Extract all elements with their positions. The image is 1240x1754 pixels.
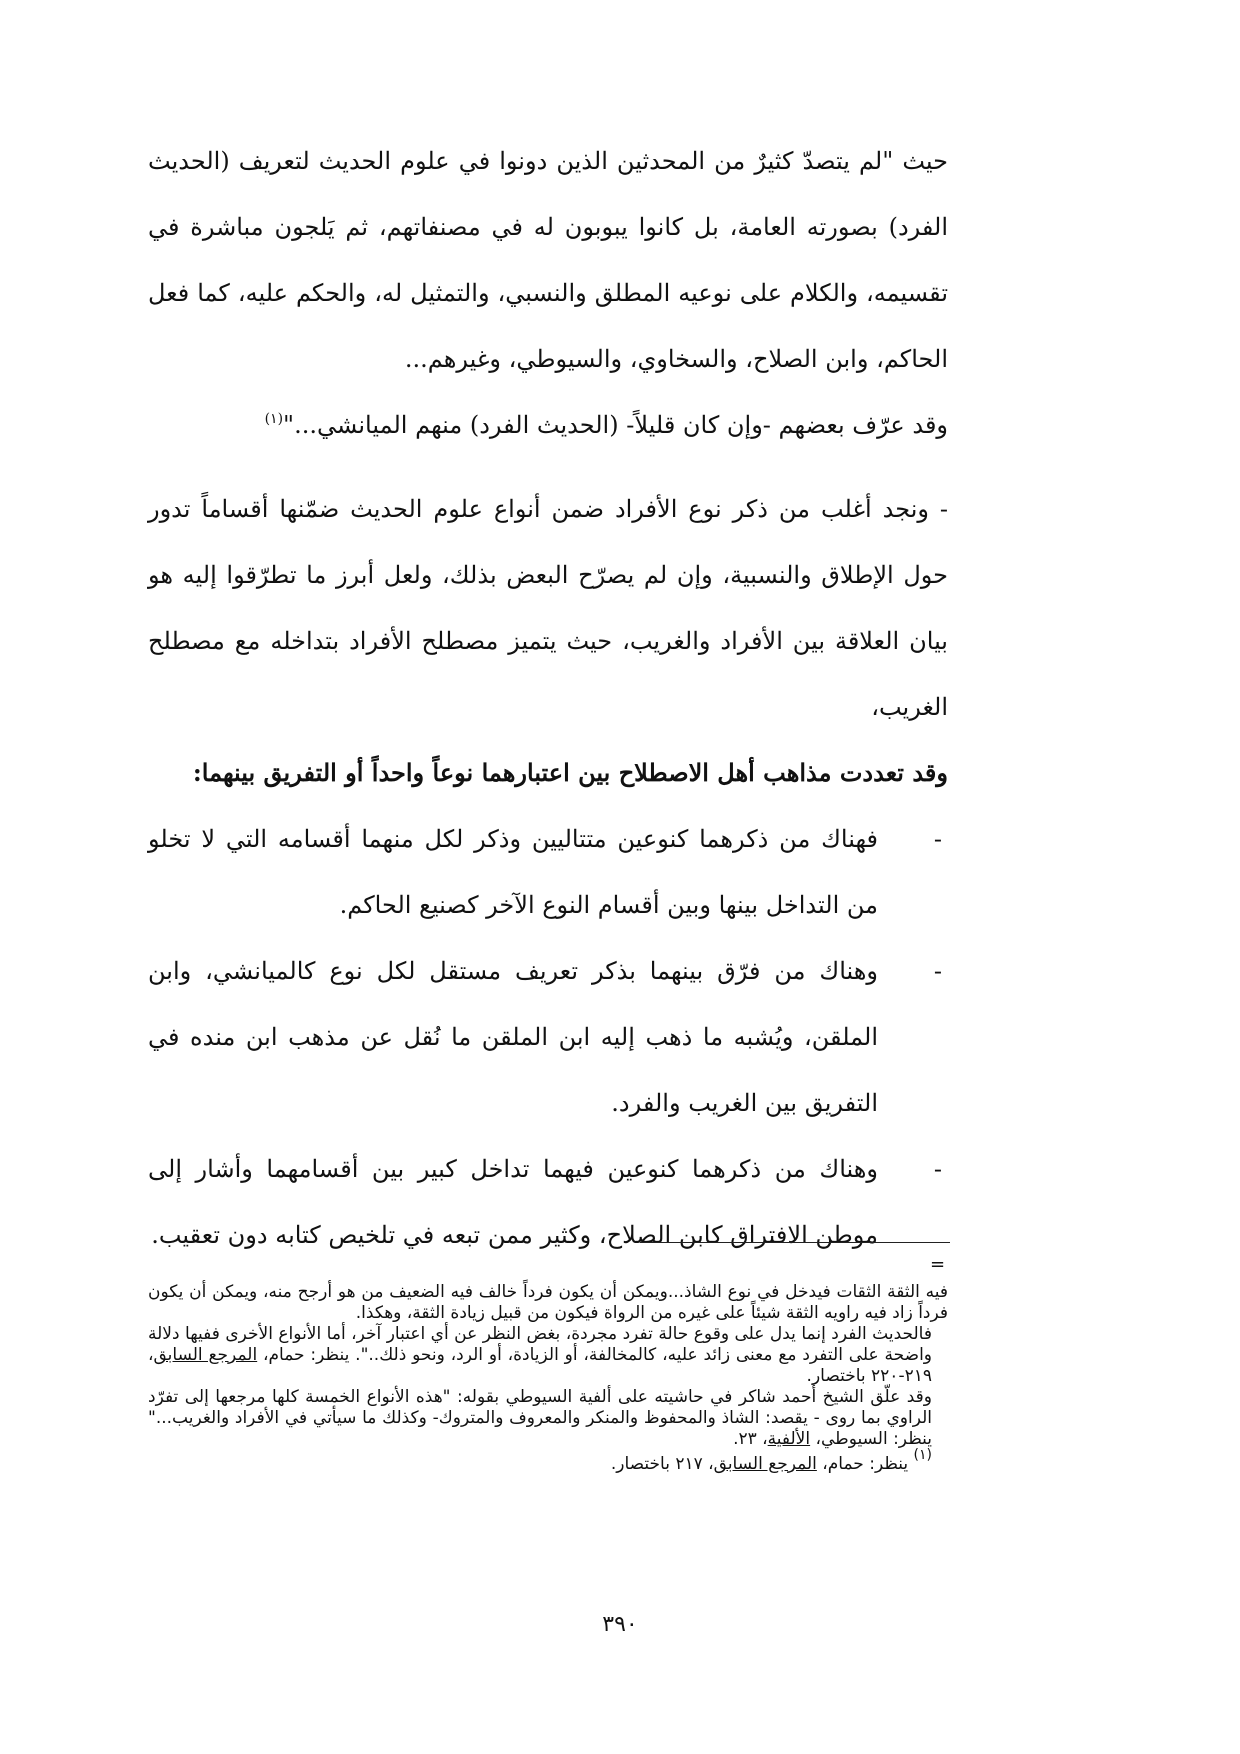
page-number: ٣٩٠ [602, 1612, 638, 1637]
list-item [148, 1136, 948, 1268]
dash-marker: - [933, 825, 942, 853]
list-item [148, 938, 948, 1136]
footnote-number: (١) [913, 1447, 932, 1463]
footnote-ref-1[interactable]: (١) [264, 411, 284, 427]
footnote-continuation-mark: = [930, 1254, 946, 1275]
reference-link[interactable]: المرجع السابق [153, 1345, 258, 1365]
reference-link[interactable]: الألفية [767, 1429, 811, 1449]
footnote-paragraph [148, 1324, 948, 1387]
reference-link[interactable]: المرجع السابق [713, 1454, 817, 1474]
analysis-paragraph: - ونجد أغلب من ذكر نوع الأفراد ضمن أنواع علوم الحديث ضمّنها أقساماً تدور حول الإطلاق والنسبية، وإن لم يصرّح البعض بذلك، ولعل أبرز ما تطرّقوا إليه هو بيان العلاقة بين الأفراد والغريب، حيث يتميز مصطلح الأفراد بتداخله مع مصطلح الغريب، [148, 495, 948, 721]
footnote-text: ، ٢١٧ باختصار. [610, 1454, 714, 1474]
quote-closing-line [148, 392, 948, 458]
footnote-text: فالحديث الفرد إنما يدل على وقوع حالة تفرد مجردة، بغض النظر عن أي اعتبار آخر، أما الأنواع الأخرى ففيها دلالة واضحة على التفرد مع معنى زائد عليه، كالمخالفة، أو الزيادة، أو الرد، ونحو ذلك..". ينظر: حمام، [148, 1324, 933, 1365]
footnote-text: ، ٢١٩-٢٢٠ باختصار. [148, 1345, 932, 1386]
footnotes [148, 1282, 948, 1475]
list-item-text: وهناك من ذكرهما كنوعين فيهما تداخل كبير بين أقسامهما وأشار إلى موطن الافتراق كابن الصلاح، وكثير ممن تبعه في تلخيص كتابه دون تعقيب. [148, 1155, 878, 1249]
paragraph-gap [148, 458, 948, 476]
list-item [148, 806, 948, 938]
dash-marker: - [933, 1155, 942, 1183]
main-text [148, 128, 948, 1268]
quote-paragraph: حيث "لم يتصدّ كثيرٌ من المحدثين الذين دونوا في علوم الحديث لتعريف (الحديث الفرد) بصورته العامة، بل كانوا يبوبون له في مصنفاتهم، ثم يَلجون مباشرة في تقسيمه، والكلام على نوعيه المطلق والنسبي، والتمثيل له، والحكم عليه، كما فعل الحاكم، وابن الصلاح، والسخاوي، والسيوطي، وغيرهم... [148, 147, 948, 373]
footnote-separator [640, 1242, 950, 1243]
quote-closing-text: وقد عرّف بعضهم -وإن كان قليلاً- (الحديث الفرد) منهم الميانشي..." [283, 411, 948, 439]
footnote-text: ، ٢٣. [733, 1429, 768, 1449]
footnote-paragraph [148, 1387, 948, 1450]
footnote-continued: فيه الثقة الثقات فيدخل في نوع الشاذ...ويمكن أن يكون فرداً خالف فيه الضعيف من هو أرجح منه، ويمكن أن يكون فرداً زاد فيه راويه الثقة شيئاً على غيره من الرواة فيكون من قبيل زيادة الثقة، وهكذا. [148, 1282, 948, 1323]
list-item-text: فهناك من ذكرهما كنوعين متتاليين وذكر لكل منهما أقسامه التي لا تخلو من التداخل بينها وبين أقسام النوع الآخر كصنيع الحاكم. [148, 825, 878, 919]
bullet-list [148, 806, 948, 1268]
section-heading: وقد تعددت مذاهب أهل الاصطلاح بين اعتبارهما نوعاً واحداً أو التفريق بينهما: [192, 758, 948, 787]
footnote-text: ينظر: حمام، [816, 1454, 914, 1474]
list-item-text: وهناك من فرّق بينهما بذكر تعريف مستقل لكل نوع كالميانشي، وابن الملقن، ويُشبه ما ذهب إليه ابن الملقن ما نُقل عن مذهب ابن منده في التفريق بين الغريب والفرد. [148, 957, 878, 1117]
dash-marker: - [933, 957, 942, 985]
footnote-1 [148, 1447, 948, 1475]
footnote-text: وقد علّق الشيخ أحمد شاكر في حاشيته على ألفية السيوطي بقوله: "هذه الأنواع الخمسة كلها مرجعها إلى تفرّد الراوي بما روى - يقصد: الشاذ والمحفوظ والمنكر والمعروف والمتروك- وكذلك ما سيأتي في الأفراد والغريب..." ينظر: السيوطي، [148, 1387, 932, 1449]
